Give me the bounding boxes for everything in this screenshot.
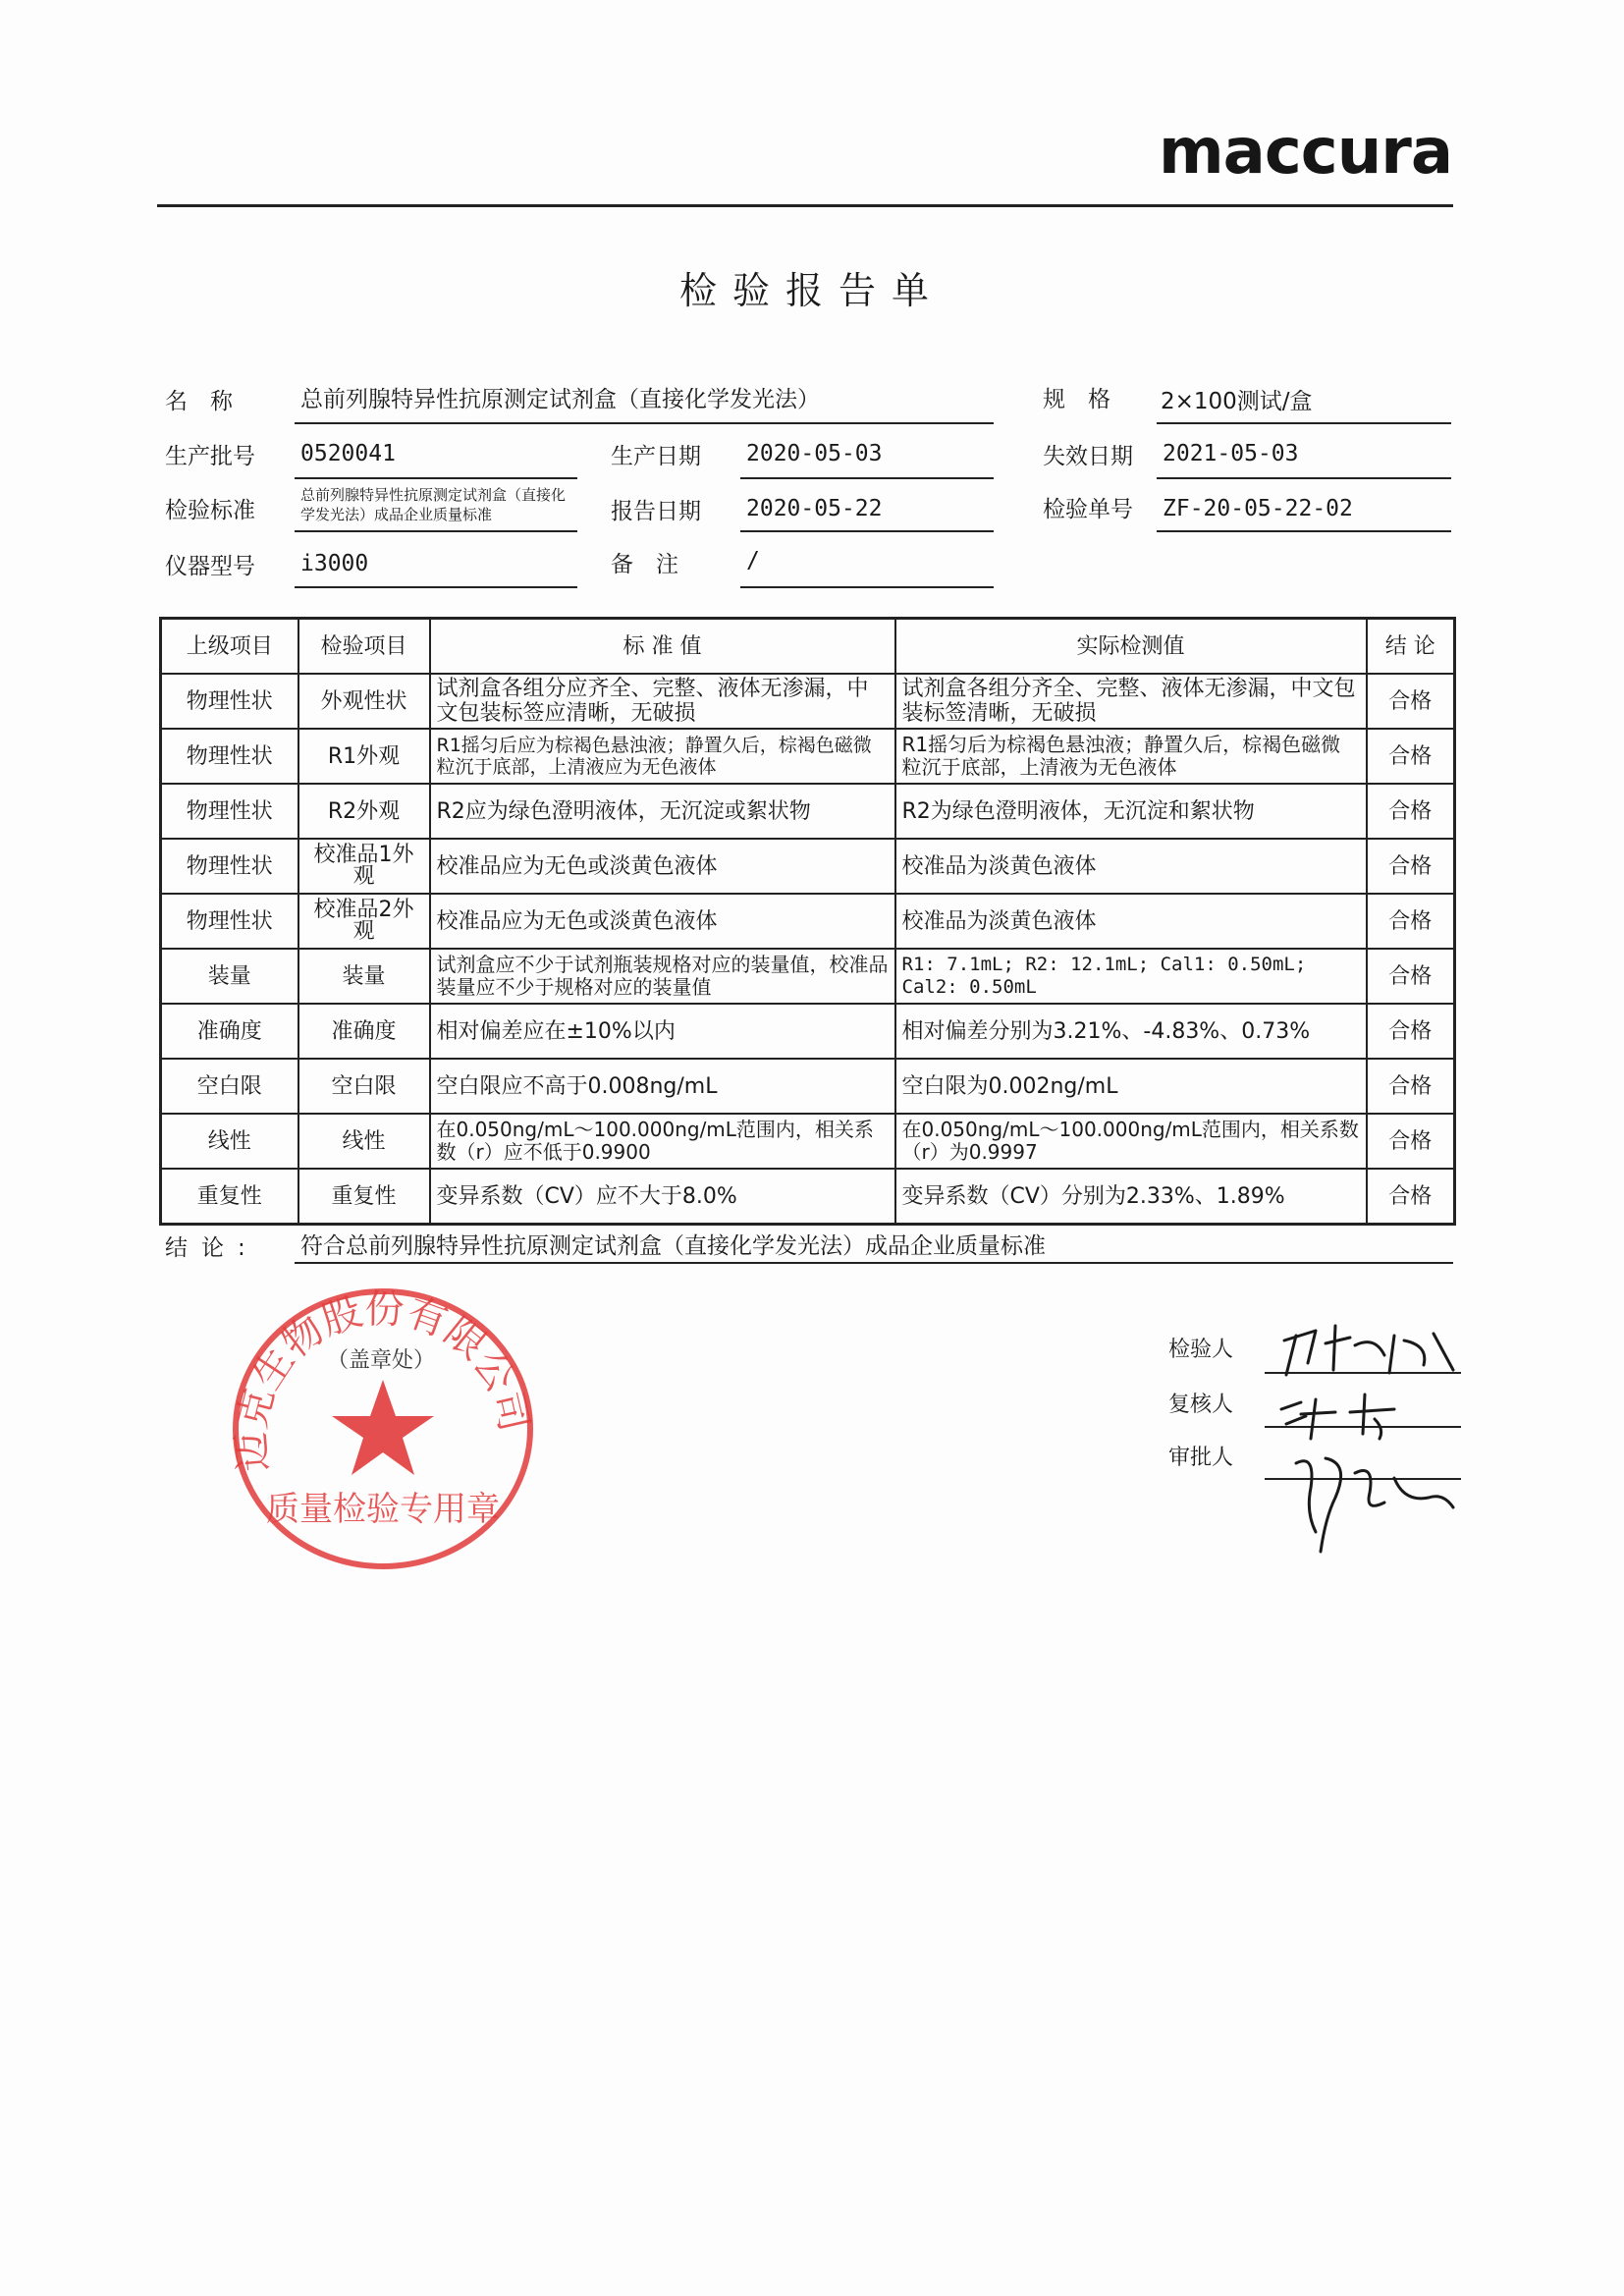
cell-actual: 试剂盒各组分齐全、完整、液体无渗漏，中文包装标签清晰，无破损 <box>895 674 1367 729</box>
cell-item: 线性 <box>298 1114 430 1169</box>
table-row <box>161 784 1455 839</box>
standard-value: 总前列腺特异性抗原测定试剂盒（直接化学发光法）成品企业质量标准 <box>300 486 567 523</box>
spec-value: 2×100测试/盒 <box>1161 389 1313 414</box>
handwritten-signatures <box>1257 1316 1473 1571</box>
col-header-actual: 实际检测值 <box>895 619 1367 675</box>
spec-label: 规 格 <box>1043 387 1110 412</box>
name-value: 总前列腺特异性抗原测定试剂盒（直接化学发光法） <box>300 387 820 412</box>
batch-value: 0520041 <box>300 441 396 466</box>
cell-standard: R2应为绿色澄明液体，无沉淀或絮状物 <box>430 784 895 839</box>
cell-result: 合格 <box>1367 949 1455 1004</box>
cell-category: 物理性状 <box>161 729 298 784</box>
remark-value: / <box>746 548 760 574</box>
cell-result: 合格 <box>1367 894 1455 949</box>
cell-result: 合格 <box>1367 784 1455 839</box>
cell-category: 物理性状 <box>161 784 298 839</box>
approver-label: 审批人 <box>1168 1446 1234 1470</box>
cell-result: 合格 <box>1367 1059 1455 1114</box>
report-no-underline <box>1157 530 1451 532</box>
cell-standard: 在0.050ng/mL～100.000ng/mL范围内，相关系数（r）应不低于0.9900 <box>430 1114 895 1169</box>
report-date-label: 报告日期 <box>611 499 701 524</box>
cell-standard: 空白限应不高于0.008ng/mL <box>430 1059 895 1114</box>
name-label: 名 称 <box>165 389 233 414</box>
prod-date-underline <box>740 477 994 479</box>
cell-category: 物理性状 <box>161 894 298 949</box>
official-seal <box>196 1277 569 1571</box>
cell-item: 空白限 <box>298 1059 430 1114</box>
cell-category: 物理性状 <box>161 674 298 729</box>
cell-result: 合格 <box>1367 1004 1455 1059</box>
company-logo: maccura <box>1158 116 1452 189</box>
cell-standard: 试剂盒应不少于试剂瓶装规格对应的装量值，校准品装量应不少于规格对应的装量值 <box>430 949 895 1004</box>
instrument-label: 仪器型号 <box>165 554 255 579</box>
seal-company-text: 迈克生物股份有限公司 <box>228 1286 537 1474</box>
seal-dept-text: 质量检验专用章 <box>266 1490 500 1529</box>
cell-actual: R1摇匀后为棕褐色悬浊液；静置久后，棕褐色磁微粒沉于底部，上清液为无色液体 <box>895 729 1367 784</box>
remark-underline <box>740 586 994 588</box>
cell-standard: R1摇匀后应为棕褐色悬浊液；静置久后，棕褐色磁微粒沉于底部，上清液应为无色液体 <box>430 729 895 784</box>
table-row <box>161 1169 1455 1225</box>
conclusion-label: 结论: <box>165 1235 259 1261</box>
cell-item: 校准品2外观 <box>298 894 430 949</box>
inspector-signature <box>1284 1326 1453 1375</box>
cell-item: R2外观 <box>298 784 430 839</box>
cell-item: 校准品1外观 <box>298 839 430 894</box>
cell-item: 外观性状 <box>298 674 430 729</box>
cell-item: 准确度 <box>298 1004 430 1059</box>
col-header-result: 结 论 <box>1367 619 1455 675</box>
cell-actual: 空白限为0.002ng/mL <box>895 1059 1367 1114</box>
results-table <box>159 617 1456 1226</box>
cell-category: 准确度 <box>161 1004 298 1059</box>
exp-date-label: 失效日期 <box>1043 444 1133 469</box>
reviewer-label: 复核人 <box>1168 1393 1234 1417</box>
remark-label: 备 注 <box>611 552 678 577</box>
cell-actual: 校准品为淡黄色液体 <box>895 839 1367 894</box>
cell-result: 合格 <box>1367 674 1455 729</box>
batch-label: 生产批号 <box>165 444 255 469</box>
batch-underline <box>295 477 577 479</box>
table-row <box>161 729 1455 784</box>
cell-result: 合格 <box>1367 729 1455 784</box>
cell-category: 空白限 <box>161 1059 298 1114</box>
table-row <box>161 674 1455 729</box>
exp-date-underline <box>1157 477 1451 479</box>
seal-star-icon <box>332 1380 434 1475</box>
inspector-label: 检验人 <box>1168 1338 1234 1362</box>
cell-standard: 试剂盒各组分应齐全、完整、液体无渗漏，中文包装标签应清晰，无破损 <box>430 674 895 729</box>
instrument-value: i3000 <box>300 551 369 576</box>
cell-standard: 相对偏差应在±10%以内 <box>430 1004 895 1059</box>
prod-date-value: 2020-05-03 <box>746 441 883 466</box>
cell-standard: 校准品应为无色或淡黄色液体 <box>430 894 895 949</box>
cell-actual: 校准品为淡黄色液体 <box>895 894 1367 949</box>
cell-result: 合格 <box>1367 1114 1455 1169</box>
prod-date-label: 生产日期 <box>611 444 701 469</box>
report-date-underline <box>740 530 994 532</box>
cell-actual: 变异系数（CV）分别为2.33%、1.89% <box>895 1169 1367 1225</box>
cell-actual: R2为绿色澄明液体，无沉淀和絮状物 <box>895 784 1367 839</box>
report-date-value: 2020-05-22 <box>746 496 883 521</box>
table-row <box>161 1059 1455 1114</box>
cell-category: 线性 <box>161 1114 298 1169</box>
table-row <box>161 1004 1455 1059</box>
instrument-underline <box>295 586 577 588</box>
cell-category: 装量 <box>161 949 298 1004</box>
cell-item: R1外观 <box>298 729 430 784</box>
report-no-value: ZF-20-05-22-02 <box>1163 496 1353 521</box>
cell-actual: 在0.050ng/mL～100.000ng/mL范围内，相关系数（r）为0.9997 <box>895 1114 1367 1169</box>
exp-date-value: 2021-05-03 <box>1163 441 1299 466</box>
standard-label: 检验标准 <box>165 498 255 523</box>
cell-result: 合格 <box>1367 1169 1455 1225</box>
cell-result: 合格 <box>1367 839 1455 894</box>
header-rule <box>157 204 1453 207</box>
report-no-label: 检验单号 <box>1043 497 1133 522</box>
table-header-row <box>161 619 1455 675</box>
name-underline <box>295 422 994 424</box>
cell-item: 重复性 <box>298 1169 430 1225</box>
document-title: 检验报告单 <box>678 269 945 312</box>
table-row <box>161 894 1455 949</box>
conclusion-underline <box>295 1262 1453 1264</box>
reviewer-signature <box>1281 1394 1394 1439</box>
table-row <box>161 839 1455 894</box>
cell-standard: 校准品应为无色或淡黄色液体 <box>430 839 895 894</box>
col-header-item: 检验项目 <box>298 619 430 675</box>
cell-actual: R1: 7.1mL; R2: 12.1mL; Cal1: 0.50mL; Cal2: 0.50mL <box>895 949 1367 1004</box>
col-header-category: 上级项目 <box>161 619 298 675</box>
approver-signature <box>1296 1458 1453 1552</box>
table-row <box>161 949 1455 1004</box>
cell-standard: 变异系数（CV）应不大于8.0% <box>430 1169 895 1225</box>
spec-underline <box>1157 422 1451 424</box>
standard-underline <box>295 530 577 532</box>
cell-item: 装量 <box>298 949 430 1004</box>
conclusion-text: 符合总前列腺特异性抗原测定试剂盒（直接化学发光法）成品企业质量标准 <box>300 1233 1046 1259</box>
seal-note-text: （盖章处） <box>326 1348 436 1373</box>
cell-category: 物理性状 <box>161 839 298 894</box>
table-row <box>161 1114 1455 1169</box>
col-header-standard: 标 准 值 <box>430 619 895 675</box>
cell-category: 重复性 <box>161 1169 298 1225</box>
cell-actual: 相对偏差分别为3.21%、-4.83%、0.73% <box>895 1004 1367 1059</box>
